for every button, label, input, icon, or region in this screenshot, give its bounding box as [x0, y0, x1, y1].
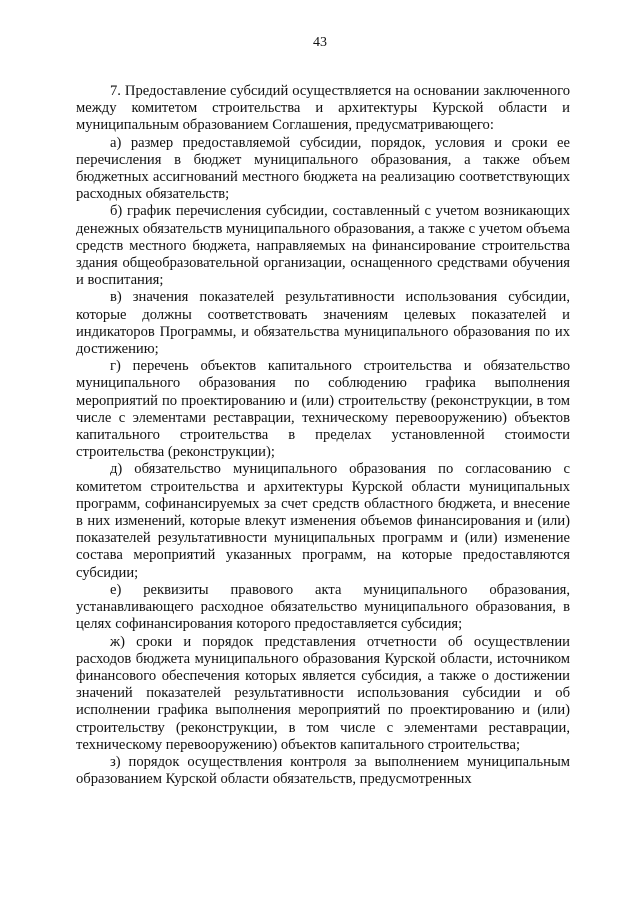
list-item-g: г) перечень объектов капитального строительства и обязательство муниципального образования по соблюдению графика выполнения мероприятий по проектированию и (или) строительству (реконструкции, в том числе с элементами реставрации, техническому перевооружению) объектов капитального строительства в пределах установленной стоимости строительства (реконструкции); — [76, 358, 570, 461]
list-item-v: в) значения показателей результативности использования субсидии, которые должны соответствовать значениям целевых показателей и индикаторов Программы, и обязательства муниципального образования по их достижению; — [76, 289, 570, 358]
document-body — [76, 83, 570, 788]
page-number: 43 — [313, 35, 327, 50]
paragraph-7-intro: 7. Предоставление субсидий осуществляется на основании заключенного между комитетом строительства и архитектуры Курской области и муниципальным образованием Соглашения, предусматривающего: — [76, 83, 570, 134]
list-item-zh: ж) сроки и порядок представления отчетности об осуществлении расходов бюджета муниципального образования Курской области, источником финансового обеспечения которых является субсидия, а также о достижении значений показателей результативности использования субсидии и об исполнении графика выполнения мероприятий по проектированию и (или) строительству (реконструкции, в том числе с элементами реставрации, техническому перевооружению) объектов капитального строительства; — [76, 633, 570, 753]
list-item-e: е) реквизиты правового акта муниципального образования, устанавливающего расходное обязательство муниципального образования, в целях софинансирования которого предоставляется субсидия; — [76, 581, 570, 633]
list-item-b: б) график перечисления субсидии, составленный с учетом возникающих денежных обязательств муниципального образования, а также с учетом объема средств местного бюджета, направляемых на финансирование строительства здания общеобразовательной организации, оснащенного средствами обучения и воспитания; — [76, 203, 570, 289]
list-item-a: а) размер предоставляемой субсидии, порядок, условия и сроки ее перечисления в бюджет муниципального образования, а также объем бюджетных ассигнований местного бюджета на реализацию соответствующих расходных обязательств; — [76, 134, 570, 203]
list-item-d: д) обязательство муниципального образования по согласованию с комитетом строительства и архитектуры Курской области муниципальных программ, софинансируемых за счет средств областного бюджета, и внесение в них изменений, которые влекут изменения объемов финансирования и (или) показателей результативности муниципальных программ и (или) изменение состава мероприятий указанных программ, на которые предоставляются субсидии; — [76, 461, 570, 581]
list-item-z: з) порядок осуществления контроля за выполнением муниципальным образованием Курской области обязательств, предусмотренных — [76, 753, 570, 788]
